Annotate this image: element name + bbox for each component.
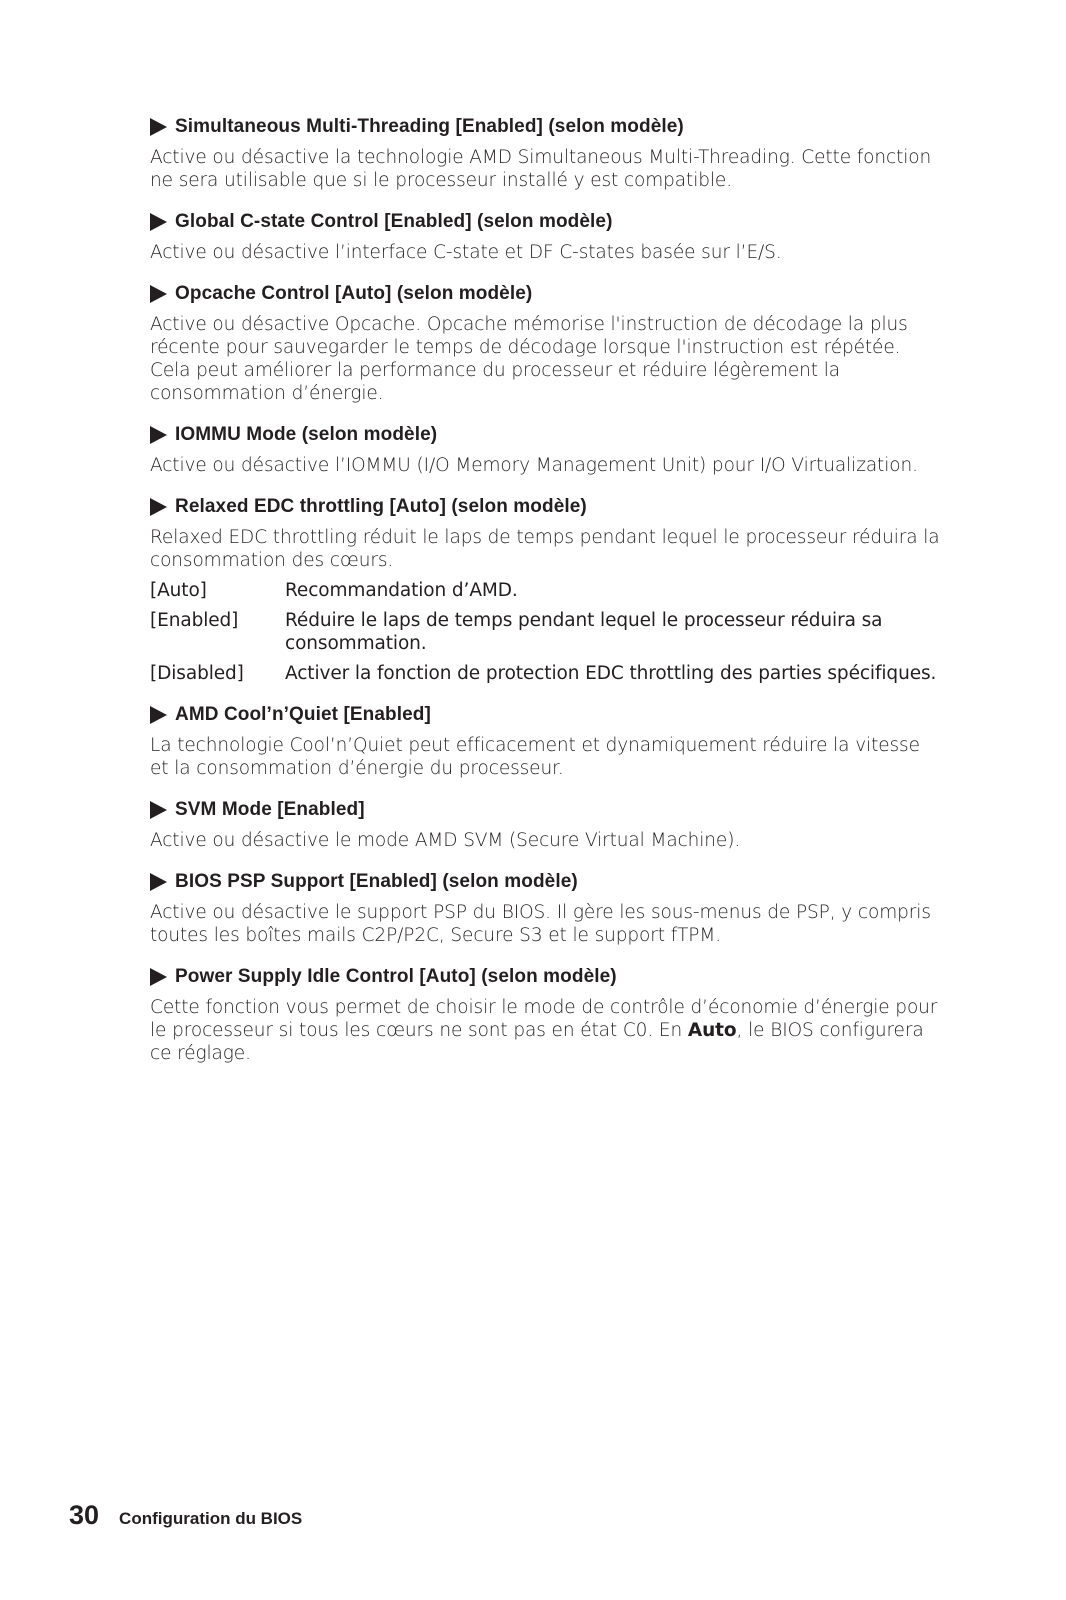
option-description: Activer la fonction de protection EDC throttling des parties spécifiques. bbox=[285, 663, 937, 684]
section-description: Active ou désactive la technologie AMD Simultaneous Multi-Threading. Cette fonction ne sera utilisable que si le processeur installé y est compatible. bbox=[150, 147, 932, 191]
document-body bbox=[150, 114, 940, 1082]
section-heading-text: AMD Cool’n’Quiet [Enabled] bbox=[175, 704, 431, 725]
section-svm-mode bbox=[150, 797, 940, 852]
section-heading bbox=[150, 494, 940, 520]
triangle-right-icon bbox=[150, 118, 167, 136]
section-heading bbox=[150, 114, 940, 140]
triangle-right-icon bbox=[150, 285, 167, 303]
section-heading bbox=[150, 209, 940, 235]
section-iommu bbox=[150, 422, 940, 477]
section-heading bbox=[150, 422, 940, 448]
triangle-right-icon bbox=[150, 706, 167, 724]
option-key: [Enabled] bbox=[150, 610, 239, 631]
footer-title: Configuration du BIOS bbox=[119, 1509, 303, 1528]
section-heading-text: Power Supply Idle Control [Auto] (selon modèle) bbox=[175, 966, 617, 987]
page-footer bbox=[69, 1500, 302, 1531]
section-description: Active ou désactive le support PSP du BIOS. Il gère les sous-menus de PSP, y compris toutes les boîtes mails C2P/P2C, Secure S3 et le support fTPM. bbox=[150, 902, 931, 946]
triangle-right-icon bbox=[150, 801, 167, 819]
section-heading bbox=[150, 281, 940, 307]
section-heading bbox=[150, 797, 940, 823]
section-description: La technologie Cool’n’Quiet peut efficacement et dynamiquement réduire la vitesse et la consommation d’énergie du processeur. bbox=[150, 735, 920, 779]
section-heading-text: BIOS PSP Support [Enabled] (selon modèle) bbox=[175, 871, 578, 892]
page-number: 30 bbox=[69, 1500, 100, 1530]
section-description bbox=[150, 996, 940, 1065]
section-heading bbox=[150, 964, 940, 990]
section-bios-psp bbox=[150, 869, 940, 947]
section-cool-n-quiet bbox=[150, 702, 940, 780]
description-text: Cette fonction vous permet de choisir le mode de contrôle d’économie d’énergie pour le processeur si tous les cœurs ne sont pas en état C0. En bbox=[150, 997, 938, 1041]
section-heading-text: Global C-state Control [Enabled] (selon modèle) bbox=[175, 211, 613, 232]
option-description: Recommandation d’AMD. bbox=[285, 580, 518, 601]
option-key: [Auto] bbox=[150, 580, 207, 601]
option-row bbox=[150, 579, 940, 602]
section-description: Relaxed EDC throttling réduit le laps de temps pendant lequel le processeur réduira la consommation des cœurs. bbox=[150, 527, 940, 571]
description-text: , le BIOS configurera ce réglage. bbox=[150, 1020, 924, 1064]
section-heading bbox=[150, 702, 940, 728]
section-power-supply-idle bbox=[150, 964, 940, 1065]
section-description: Active ou désactive le mode AMD SVM (Secure Virtual Machine). bbox=[150, 830, 741, 851]
triangle-right-icon bbox=[150, 213, 167, 231]
section-description: Active ou désactive l’IOMMU (I/O Memory Management Unit) pour I/O Virtualization. bbox=[150, 455, 918, 476]
triangle-right-icon bbox=[150, 968, 167, 986]
triangle-right-icon bbox=[150, 498, 167, 516]
description-bold-text: Auto bbox=[687, 1020, 737, 1041]
section-description: Active ou désactive Opcache. Opcache mémorise l'instruction de décodage la plus récente pour sauvegarder le temps de décodage lorsque l'instruction est répétée. Cela peut améliorer la performance du processeur et réduire légèrement la consommation d’énergie. bbox=[150, 314, 908, 404]
section-smt bbox=[150, 114, 940, 192]
section-heading-text: IOMMU Mode (selon modèle) bbox=[175, 424, 438, 445]
section-heading-text: Opcache Control [Auto] (selon modèle) bbox=[175, 283, 533, 304]
section-heading-text: SVM Mode [Enabled] bbox=[175, 799, 365, 820]
option-description: Réduire le laps de temps pendant lequel le processeur réduira sa consommation. bbox=[285, 610, 883, 654]
section-heading-text: Simultaneous Multi-Threading [Enabled] (selon modèle) bbox=[175, 116, 684, 137]
section-heading-text: Relaxed EDC throttling [Auto] (selon modèle) bbox=[175, 496, 587, 517]
triangle-right-icon bbox=[150, 873, 167, 891]
triangle-right-icon bbox=[150, 426, 167, 444]
option-key: [Disabled] bbox=[150, 663, 244, 684]
section-description: Active ou désactive l’interface C-state et DF C-states basée sur l’E/S. bbox=[150, 242, 782, 263]
section-relaxed-edc bbox=[150, 494, 940, 685]
option-row bbox=[150, 662, 940, 685]
option-list bbox=[150, 579, 940, 685]
section-global-cstate bbox=[150, 209, 940, 264]
option-row bbox=[150, 609, 940, 655]
section-heading bbox=[150, 869, 940, 895]
section-opcache bbox=[150, 281, 940, 405]
